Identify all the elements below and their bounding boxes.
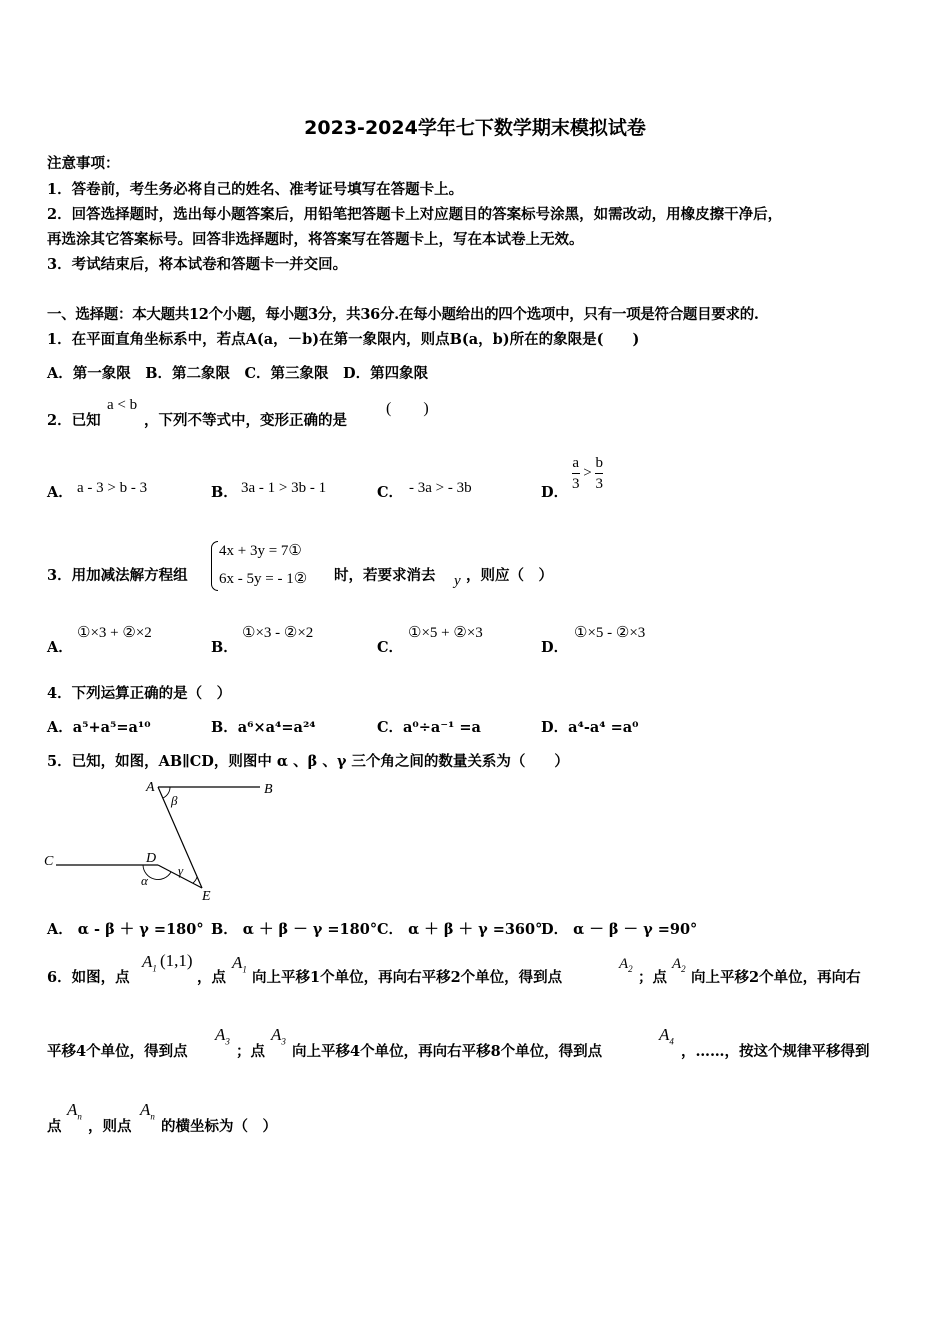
q4-option-d: D．a⁴-a⁴ =a⁰ <box>541 719 639 736</box>
arc-gamma <box>193 877 197 883</box>
q2-prefix: 2．已知 <box>47 412 101 429</box>
q2-condition: a < b <box>107 397 138 413</box>
q6-point-a3: $A_3$ <box>215 1025 230 1047</box>
label-c: C <box>44 854 54 869</box>
q2-d-den1: 3 <box>572 476 580 492</box>
q2-option-d <box>572 453 603 494</box>
q6-line1-b: ，点 <box>197 969 226 986</box>
q2-label-c: C． <box>377 484 404 501</box>
q6-point-a2: $A_2$ <box>619 956 633 974</box>
q6-line1-d: ；点 <box>638 969 667 986</box>
q3-option-b: ①×3 - ②×2 <box>242 625 314 641</box>
note-1: 1．答卷前，考生务必将自己的姓名、准考证号填写在答题卡上。 <box>47 181 464 198</box>
note-3: 3．考试结束后，将本试卷和答题卡一并交回。 <box>47 256 348 273</box>
q4-option-b: B．a⁶×a⁴=a²⁴ <box>211 719 316 736</box>
q5-stem: 5．已知，如图，AB∥CD，则图中 α 、β 、γ 三个角之间的数量关系为（ ） <box>47 753 569 770</box>
q2-d-op: > <box>583 464 592 481</box>
q5-option-b: B． α ＋ β － γ =180° <box>211 921 378 938</box>
q4-stem: 4．下列运算正确的是（ ） <box>47 685 232 702</box>
q5-option-c: C． α ＋ β ＋ γ =360° <box>377 921 543 938</box>
q2-d-den2: 3 <box>595 476 603 492</box>
q5-figure <box>40 775 290 910</box>
q6-point-an: $A_n$ <box>67 1100 82 1122</box>
label-a: A <box>146 780 155 795</box>
q3-label-c: C． <box>377 639 404 656</box>
q6-line2-c: 向上平移4个单位，再向右平移8个单位，得到点 <box>292 1043 603 1060</box>
q2-option-a: a - 3 > b - 3 <box>77 480 148 496</box>
q6-line2-d: ，……，按这个规律平移得到 <box>681 1043 870 1060</box>
q3-option-c: ①×5 + ②×3 <box>408 625 483 641</box>
q3-prefix: 3．用加减法解方程组 <box>47 567 188 584</box>
q6-point-a1: $A_1$ <box>142 952 157 974</box>
q2-paren: ( ) <box>386 400 429 417</box>
q6-line2-a: 平移4个单位，得到点 <box>47 1043 188 1060</box>
notes-heading: 注意事项： <box>47 155 120 172</box>
q6-line3-c: 的横坐标为（ ） <box>161 1118 277 1135</box>
q6-point-a1-ref: $A_1$ <box>232 953 247 975</box>
label-beta: β <box>171 793 178 808</box>
q6-line2-b: ；点 <box>236 1043 265 1060</box>
label-e: E <box>202 889 211 904</box>
q4-option-a: A．a⁵+a⁵=a¹⁰ <box>47 719 151 736</box>
q3-option-d: ①×5 - ②×3 <box>574 625 646 641</box>
page-title: 2023-2024学年七下数学期末模拟试卷 <box>304 117 646 139</box>
q3-var: y <box>454 573 461 589</box>
q2-suffix: ，下列不等式中，变形正确的是 <box>144 412 347 429</box>
q2-label-b: B． <box>211 484 238 501</box>
q6-line3-b: ，则点 <box>88 1118 132 1135</box>
arc-beta <box>163 787 170 798</box>
q6-point-a2-ref: $A_2$ <box>672 956 686 974</box>
q6-line1-a: 6．如图，点 <box>47 969 130 986</box>
q3-label-b: B． <box>211 639 238 656</box>
label-d: D <box>146 851 157 866</box>
q3-label-d: D． <box>541 639 569 656</box>
q5-option-d: D． α － β － γ =90° <box>541 921 698 938</box>
q6-a1-coord: (1,1) <box>160 951 193 970</box>
q2-label-d: D． <box>541 484 569 501</box>
q3-equation-1: 4x + 3y = 7① <box>219 543 302 559</box>
q6-point-an-ref: $A_n$ <box>140 1100 155 1122</box>
q3-system-brace <box>211 541 218 591</box>
label-gamma: γ <box>178 863 184 878</box>
q6-line3-a: 点 <box>47 1118 62 1135</box>
label-b: B <box>264 782 273 797</box>
q2-option-b: 3a - 1 > 3b - 1 <box>241 480 327 496</box>
q6-point-a4: $A_4$ <box>659 1025 674 1047</box>
label-alpha: α <box>141 873 148 888</box>
q2-d-num1: a <box>572 453 580 474</box>
q2-option-c: - 3a > - 3b <box>409 480 472 496</box>
q6-point-a3-ref: $A_3$ <box>271 1025 286 1047</box>
note-2a: 2．回答选择题时，选出每小题答案后，用铅笔把答题卡上对应题目的答案标号涂黑，如需改动，用橡皮擦干净后， <box>47 206 783 223</box>
q6-line1-c: 向上平移1个单位，再向右平移2个单位，得到点 <box>252 969 563 986</box>
q3-label-a: A． <box>47 639 73 656</box>
q3-mid: 时，若要求消去 <box>334 567 436 584</box>
q4-option-c: C．a⁰÷a⁻¹ =a <box>377 719 481 736</box>
section-heading: 一、选择题：本大题共12个小题，每小题3分，共36分.在每小题给出的四个选项中，只有一项是符合题目要求的. <box>47 306 759 323</box>
note-2b: 再选涂其它答案标号。回答非选择题时，将答案写在答题卡上，写在本试卷上无效。 <box>47 231 584 248</box>
q1-options: A．第一象限 B．第二象限 C．第三象限 D．第四象限 <box>47 365 429 382</box>
q1-stem: 1．在平面直角坐标系中，若点A(a，－b)在第一象限内，则点B(a，b)所在的象限是( ) <box>47 331 640 348</box>
q6-line1-e: 向上平移2个单位，再向右 <box>691 969 861 986</box>
q2-d-num2: b <box>595 453 603 474</box>
q3-suffix: ，则应（ ） <box>466 567 553 584</box>
q5-option-a: A． α - β ＋ γ =180° <box>47 921 204 938</box>
q3-equation-2: 6x - 5y = - 1② <box>219 571 308 587</box>
q2-label-a: A． <box>47 484 73 501</box>
q3-option-a: ①×3 + ②×2 <box>77 625 152 641</box>
